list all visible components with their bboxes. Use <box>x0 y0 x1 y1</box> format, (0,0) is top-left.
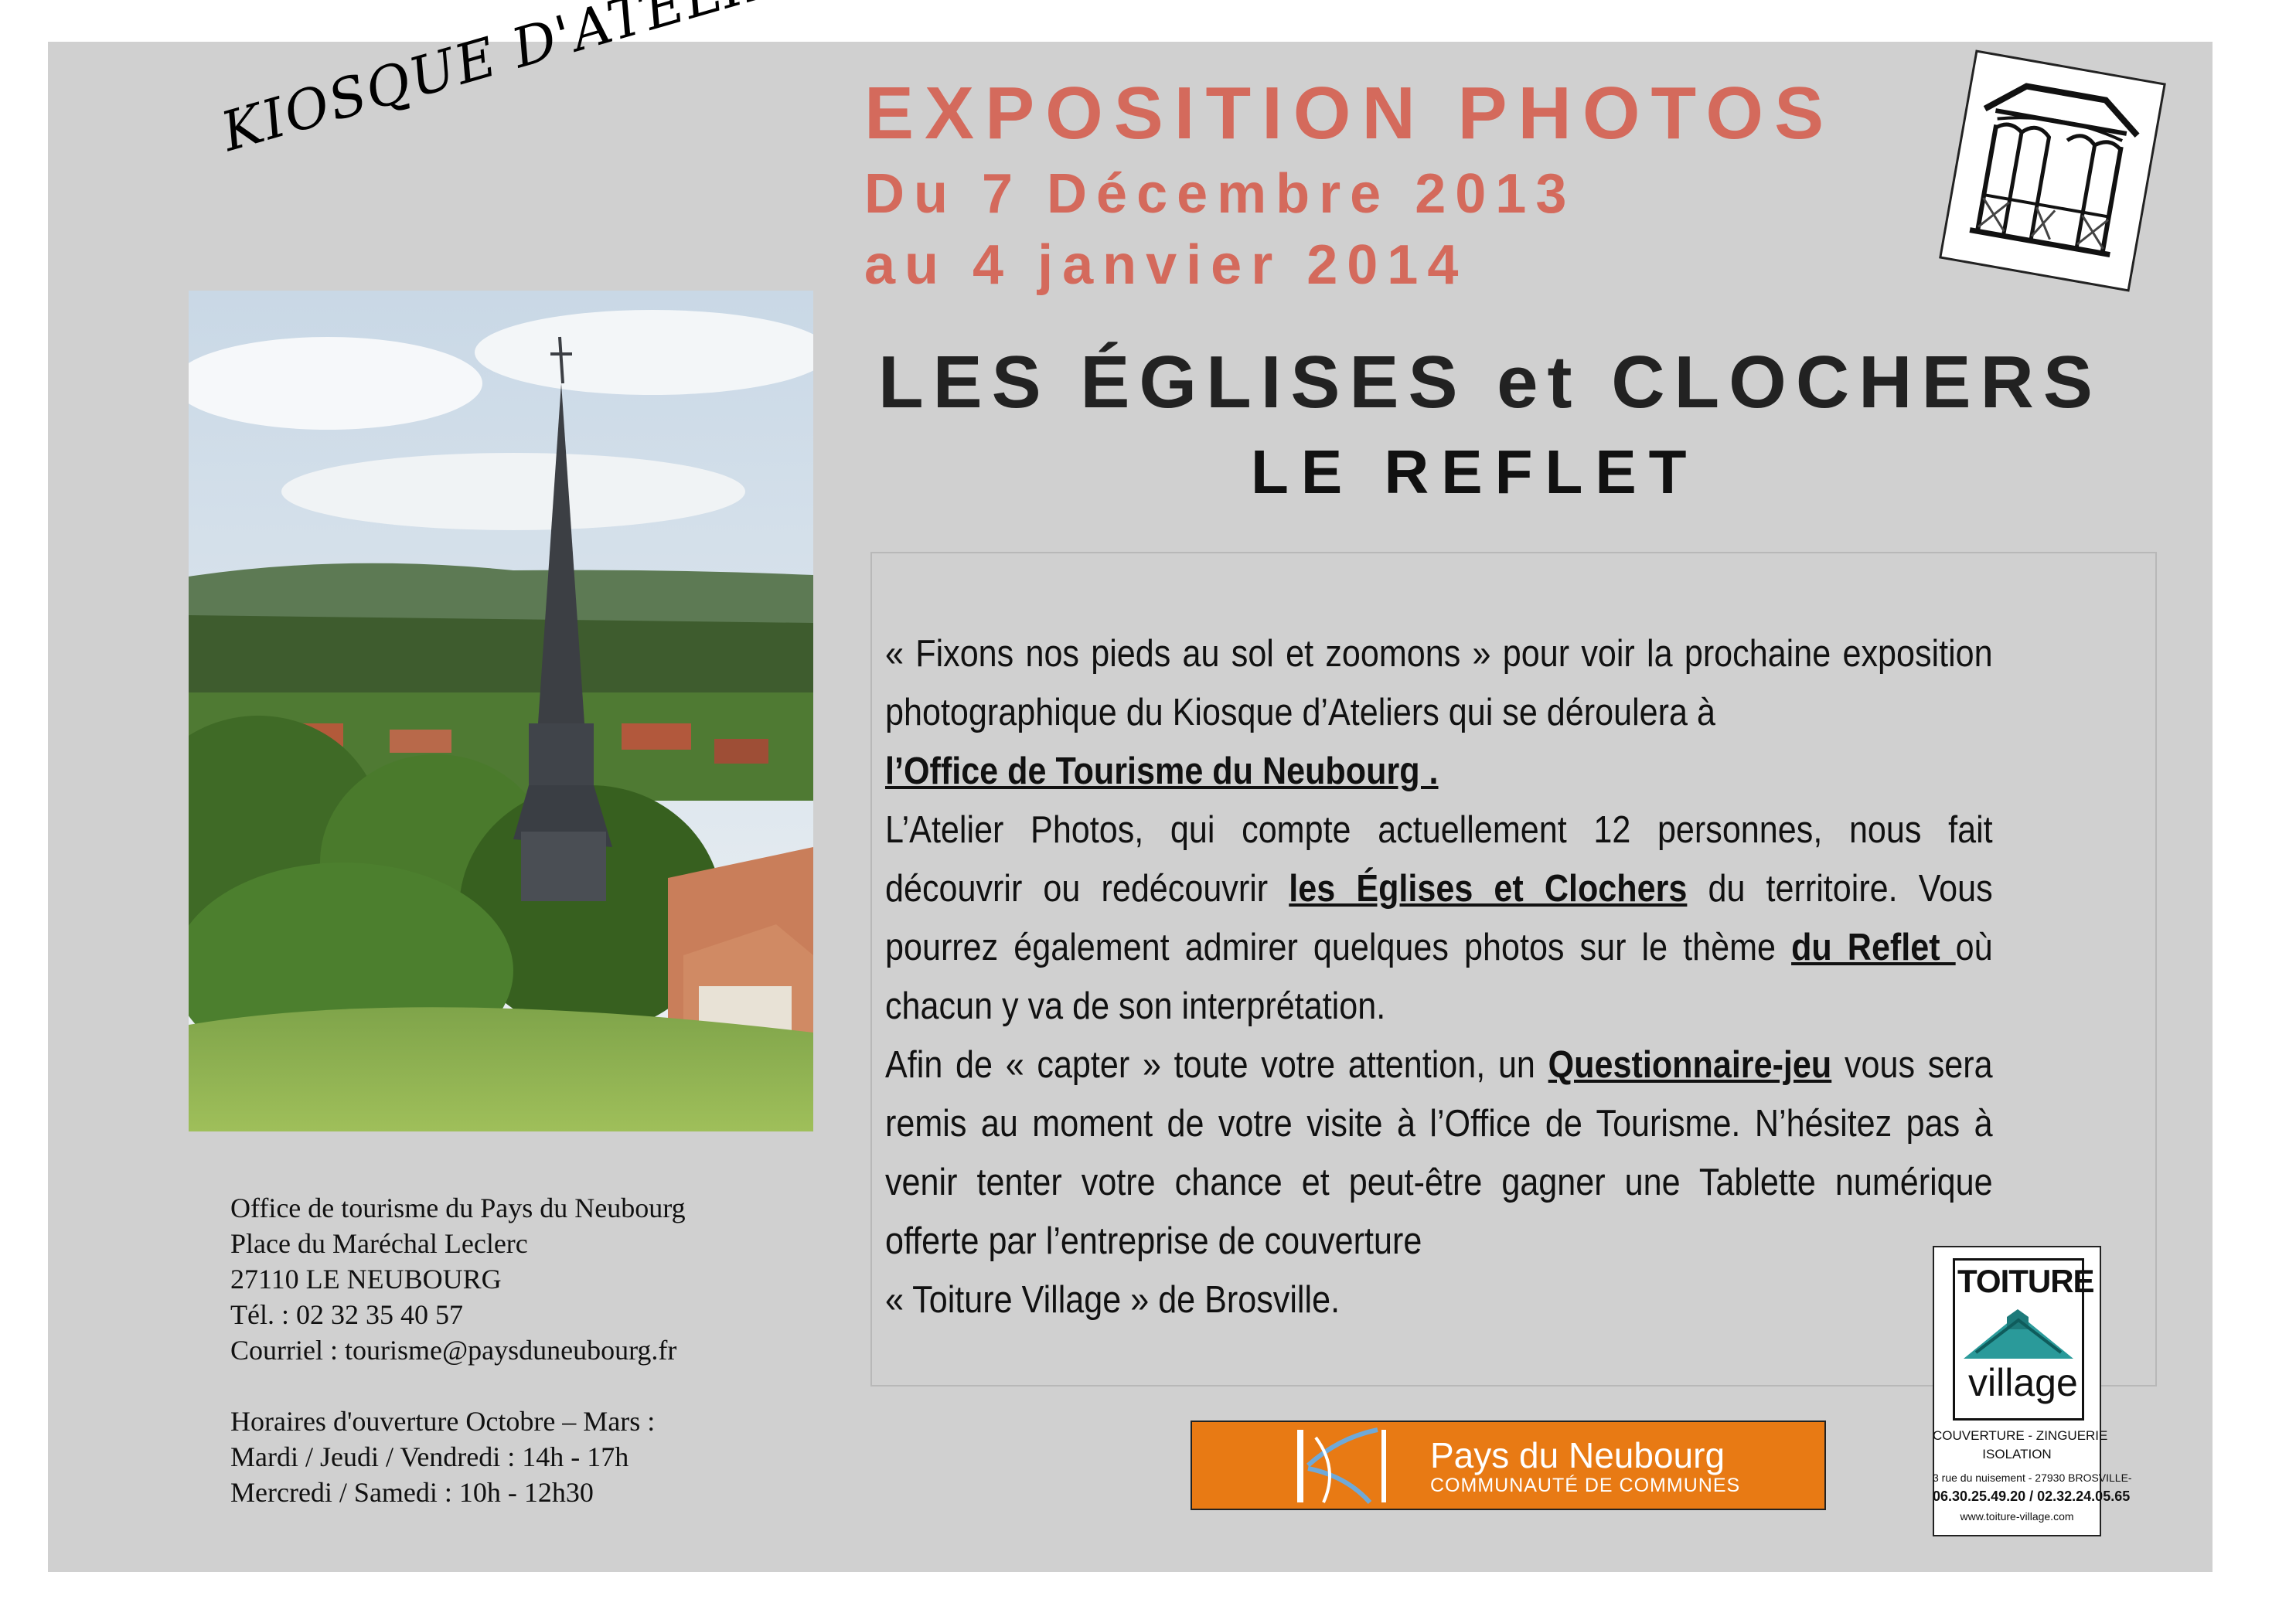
expo-date-end: au 4 janvier 2014 <box>864 234 1468 296</box>
main-title: LES ÉGLISES et CLOCHERS <box>878 341 2102 424</box>
neubourg-emblem-icon <box>1285 1422 1401 1509</box>
address-line-city: 27110 LE NEUBOURG <box>230 1264 502 1295</box>
questionnaire-link[interactable]: Questionnaire-jeu <box>1548 1044 1832 1086</box>
office-tourisme-link[interactable]: l’Office de Tourisme du Neubourg . <box>885 750 1439 792</box>
hours-title: Horaires d'ouverture Octobre – Mars : <box>230 1406 656 1437</box>
address-line-email[interactable]: Courriel : tourisme@paysduneubourg.fr <box>230 1335 677 1366</box>
atelier-text-b: du territoire. Vous pourrez également admirer quelques photos sur le thème <box>885 868 1993 968</box>
questionnaire-text-b: vous sera remis au moment de votre visite à l’Office de Tourisme. N’hésitez pas à venir tenter votre chance et peut-être gagner une Tablette numérique offerte par l’entreprise de couverture <box>885 1044 1993 1262</box>
reflet-link[interactable]: du Reflet <box>1791 927 1956 968</box>
paragraph-toiture <box>885 1271 1993 1329</box>
kiosk-drawing-icon <box>1942 53 2164 289</box>
expo-title: EXPOSITION PHOTOS <box>864 72 1835 155</box>
address-line-phone: Tél. : 02 32 35 40 57 <box>230 1299 463 1330</box>
toiture-services-1: COUVERTURE - ZINGUERIE <box>1933 1428 2108 1443</box>
pays-subtitle: COMMUNAUTÉ DE COMMUNES <box>1430 1475 1741 1496</box>
toiture-text: « Toiture Village » de Brosville. <box>885 1279 1340 1321</box>
questionnaire-text-a: Afin de « capter » toute votre attention, un <box>885 1044 1535 1086</box>
toiture-wordmark: TOITURE <box>1957 1263 2094 1299</box>
toiture-website[interactable]: www.toiture-village.com <box>1960 1510 2074 1523</box>
toiture-phones: 06.30.25.49.20 / 02.32.24.05.65 <box>1933 1489 2131 1504</box>
kiosk-logo <box>1939 49 2166 291</box>
pays-title: Pays du Neubourg <box>1430 1435 1725 1475</box>
description-text <box>885 624 1993 1329</box>
hours-line-2: Mercredi / Samedi : 10h - 12h30 <box>230 1477 594 1508</box>
paragraph-intro <box>885 624 1993 801</box>
address-line-office: Office de tourisme du Pays du Neubourg <box>230 1193 686 1223</box>
eglises-clochers-link[interactable]: les Églises et Clochers <box>1289 868 1688 910</box>
contact-address <box>230 1190 686 1510</box>
expo-date-start: Du 7 Décembre 2013 <box>864 163 1576 225</box>
village-wordmark: village <box>1968 1361 2078 1404</box>
subtitle: LE REFLET <box>1251 437 1699 506</box>
atelier-text-a: L’Atelier Photos, qui compte actuellement 12 personnes, nous fait découvrir ou redécouvrir <box>885 809 1993 910</box>
intro-text: « Fixons nos pieds au sol et zoomons » pour voir la prochaine exposition photographique du Kiosque d’Ateliers qui se déroulera à <box>885 633 1993 733</box>
church-photo <box>189 291 813 1131</box>
hours-line-1: Mardi / Jeudi / Vendredi : 14h - 17h <box>230 1441 629 1472</box>
address-line-street: Place du Maréchal Leclerc <box>230 1228 528 1259</box>
atelier-text-c: où chacun y va de son interprétation. <box>885 927 1993 1027</box>
toiture-services-2: ISOLATION <box>1982 1447 2052 1461</box>
paragraph-questionnaire <box>885 1036 1993 1271</box>
roof-icon <box>1960 1306 2076 1360</box>
paragraph-atelier <box>885 801 1993 1036</box>
toiture-address: 3 rue du nuisement - 27930 BROSVILLE- <box>1933 1472 2132 1484</box>
